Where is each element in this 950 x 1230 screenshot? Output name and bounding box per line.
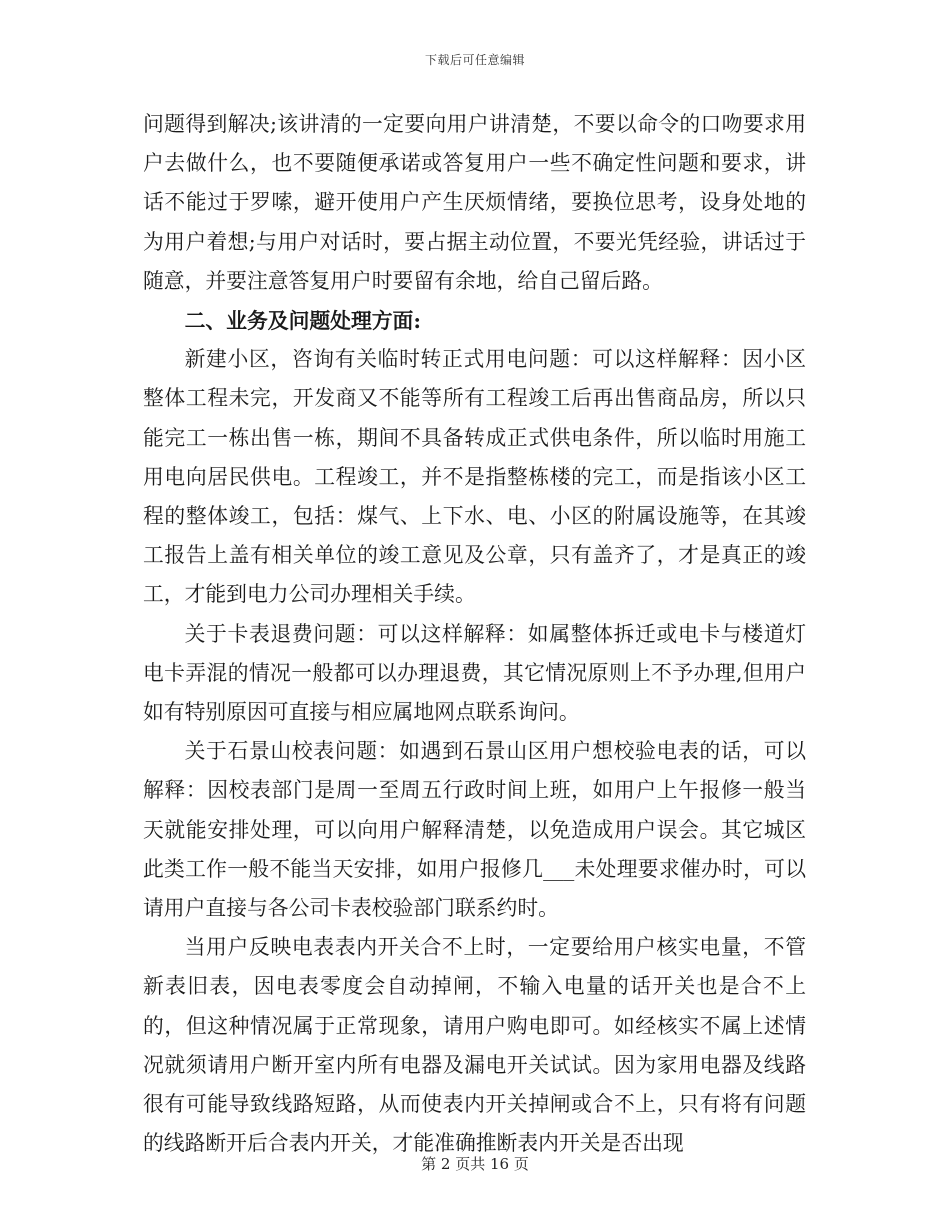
paragraph-5: 当用户反映电表表内开关合不上时，一定要给用户核实电量，不管新表旧表，因电表零度会自动掉闸，不输入电量的话开关也是合不上的，但这种情况属于正常现象，请用户购电即可。如经核实不属上述情况就须请用户断开室内所有电器及漏电开关试试。因为家用电器及线路很有可能导致线路短路，从而使表内开关掉闸或合不上，只有将有问题的线路断开后合表内开关，才能准确推断表内开关是否出现 [143,935,806,1156]
paragraph-4: 关于石景山校表问题：如遇到石景山区用户想校验电表的话，可以解释：因校表部门是周一至周五行政时间上班，如用户上午报修一般当天就能安排处理，可以向用户解释清楚，以免造成用户误会。其它城区此类工作一般不能当天安排，如用户报修几___未处理要求催办时，可以请用户直接与各公司卡表校验部门联系约时。 [143,739,806,921]
section-heading: 二、业务及问题处理方面: [184,308,422,334]
paragraph-2: 新建小区，咨询有关临时转正式用电问题：可以这样解释：因小区整体工程未完，开发商又不能等所有工程竣工后再出售商品房，所以只能完工一栋出售一栋，期间不具备转成正式供电条件，所以临时用施工用电向居民供电。工程竣工，并不是指整栋楼的完工，而是指该小区工程的整体竣工，包括：煤气、上下水、电、小区的附属设施等，在其竣工报告上盖有相关单位的竣工意见及公章，只有盖齐了，才是真正的竣工，才能到电力公司办理相关手续。 [143,347,806,607]
page-footer: 第 2 页共 16 页 [421,1155,529,1173]
paragraph-1: 问题得到解决;该讲清的一定要向用户讲清楚，不要以命令的口吻要求用户去做什么，也不要随便承诺或答复用户一些不确定性问题和要求，讲话不能过于罗嗦，避开使用户产生厌烦情绪，要换位思考，设身处地的为用户着想;与用户对话时，要占据主动位置，不要光凭经验，讲话过于随意，并要注意答复用户时要留有余地，给自己留后路。 [143,112,806,293]
paragraph-3: 关于卡表退费问题：可以这样解释：如属整体拆迁或电卡与楼道灯电卡弄混的情况一般都可以办理退费，其它情况原则上不予办理,但用户如有特别原因可直接与相应属地网点联系询问。 [143,621,806,725]
document-body [143,105,806,1163]
page-header: 下载后可任意编辑 [424,53,525,67]
